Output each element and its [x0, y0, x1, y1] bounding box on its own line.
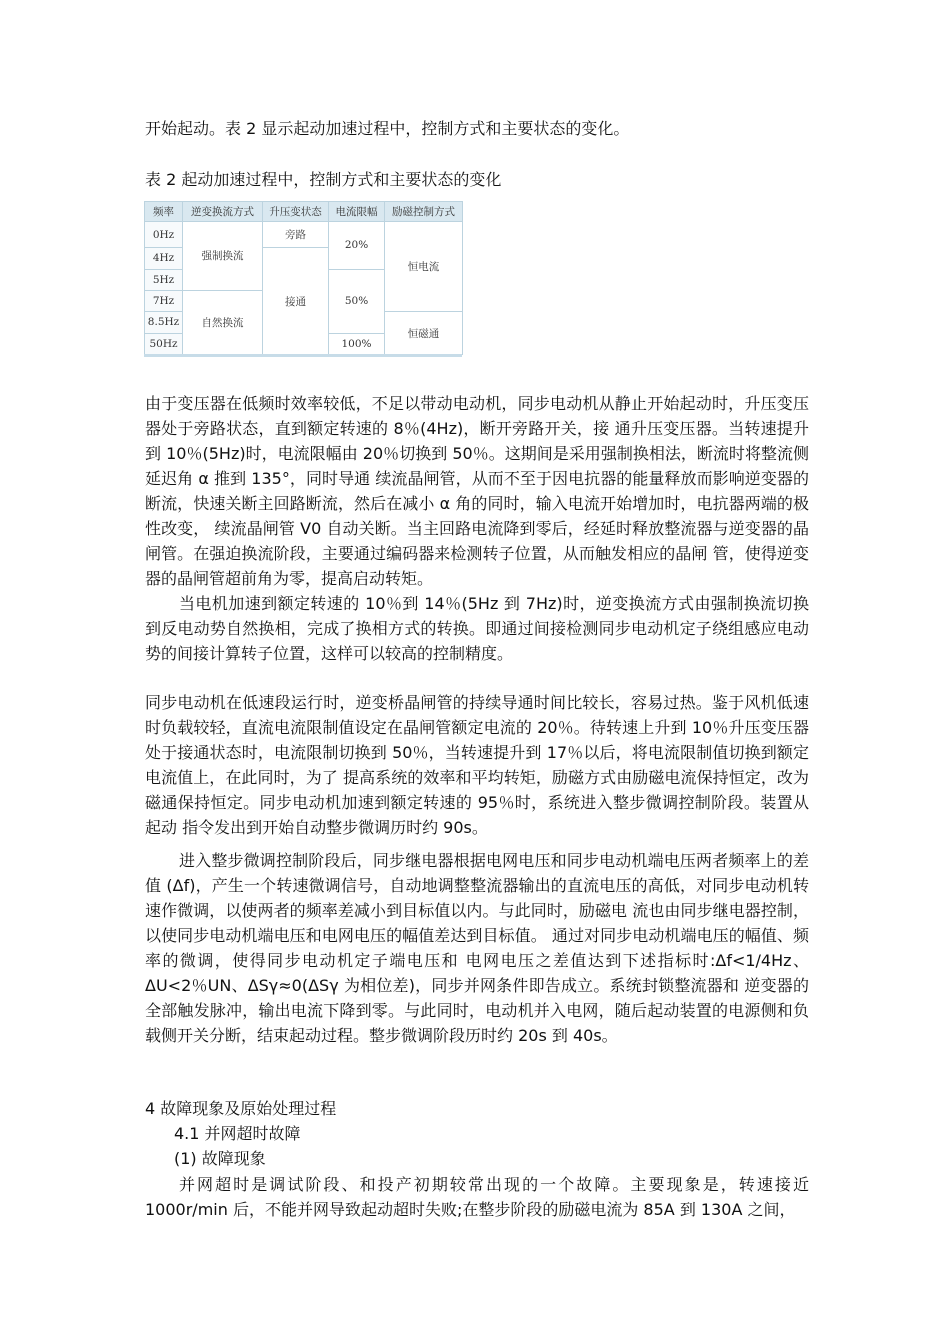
paragraph-4: 进入整步微调控制阶段后，同步继电器根据电网电压和同步电动机端电压两者频率上的差值 (Δf)，产生一个转速微调信号，自动地调整整流器输出的直流电压的高低，对同步电动机转速作微调，以使两者的频率差减小到目标值以内。与此同时，励磁电 流也由同步继电器控制，以使同步电动机端电压和电网电压的幅值差达到目标值。 通过对同步电动机端电压的幅值、频率的微调，使得同步电动机定子端电压和 电网电压之差值达到下述指标时:Δf<1/4Hz、ΔU<2％UN、ΔSγ≈0(ΔSγ 为相位差)，同步并网条件即告成立。系统封锁整流器和 逆变器的全部触发脉冲，输出电流下降到零。与此同时，电动机并入电网，随后起动装置的电源侧和负载侧开关分断，结束起动过程。整步微调阶段历时约 20s 到 40s。	[145, 851, 809, 1045]
transformer-cell: 接通	[263, 248, 329, 355]
col-header-current-limit: 电流限幅	[329, 202, 385, 222]
transformer-cell: 旁路	[263, 222, 329, 248]
excitation-cell: 恒磁通	[385, 312, 463, 355]
freq-cell: 8.5Hz	[145, 312, 183, 333]
commutation-cell: 强制换流	[183, 222, 263, 291]
current-limit-cell: 20%	[329, 222, 385, 270]
col-header-commutation: 逆变换流方式	[183, 202, 263, 222]
commutation-cell: 自然换流	[183, 290, 263, 354]
excitation-cell: 恒电流	[385, 222, 463, 312]
col-header-frequency: 频率	[145, 202, 183, 222]
table-caption: 表 2 起动加速过程中，控制方式和主要状态的变化	[145, 170, 502, 189]
subsection-heading-1: (1) 故障现象	[174, 1149, 266, 1168]
intro-line: 开始起动。表 2 显示起动加速过程中，控制方式和主要状态的变化。	[145, 119, 630, 138]
paragraph-3: 同步电动机在低速段运行时，逆变桥晶闸管的持续导通时间比较长，容易过热。鉴于风机低速时负载较轻，直流电流限制值设定在晶闸管额定电流的 20％。待转速上升到 10％升压变压器处于接通状态时，电流限制切换到 50％，当转速提升到 17％以后，将电流限制值切换到额定电流值上，在此同时，为了 提高系统的效率和平均转矩，励磁方式由励磁电流保持恒定，改为磁通保持恒定。同步电动机加速到额定转速的 95％时，系统进入整步微调控制阶段。装置从起动 指令发出到开始自动整步微调历时约 90s。	[145, 693, 809, 837]
table-2	[144, 201, 463, 355]
section-heading-4-1: 4.1 并网超时故障	[174, 1124, 301, 1143]
freq-cell: 4Hz	[145, 248, 183, 269]
paragraph-1: 由于变压器在低频时效率较低，不足以带动电动机，同步电动机从静止开始起动时，升压变压器处于旁路状态，直到额定转速的 8％(4Hz)，断开旁路开关，接 通升压变压器。当转速提升到 10％(5Hz)时，电流限幅由 20％切换到 50％。这期间是采用强制换相法，断流时将整流侧延迟角 α 推到 135°，同时导通 续流晶闸管，从而不至于因电抗器的能量释放而影响逆变器的断流，快速关断主回路断流，然后在减小 α 角的同时，输入电流开始增加时，电抗器两端的极性改变， 续流晶闸管 V0 自动关断。当主回路电流降到零后，经延时释放整流器与逆变器的晶闸管。在强迫换流阶段，主要通过编码器来检测转子位置，从而触发相应的晶闸 管，使得逆变器的晶闸管超前角为零，提高启动转矩。	[145, 394, 809, 588]
current-limit-cell: 50%	[329, 269, 385, 333]
current-limit-cell: 100%	[329, 333, 385, 354]
col-header-transformer: 升压变状态	[263, 202, 329, 222]
paragraph-2: 当电机加速到额定转速的 10％到 14％(5Hz 到 7Hz)时，逆变换流方式由强制换流切换到反电动势自然换相，完成了换相方式的转换。即通过间接检测同步电动机定子绕组感应电动势的间接计算转子位置，这样可以较高的控制精度。	[145, 594, 809, 663]
freq-cell: 5Hz	[145, 269, 183, 290]
col-header-excitation: 励磁控制方式	[385, 202, 463, 222]
table-bottom-rule	[144, 354, 462, 357]
freq-cell: 0Hz	[145, 222, 183, 248]
paragraph-5: 并网超时是调试阶段、和投产初期较常出现的一个故障。主要现象是，转速接近 1000r/min 后，不能并网导致起动超时失败;在整步阶段的励磁电流为 85A 到 130A 之间，	[145, 1175, 809, 1219]
section-heading-4: 4 故障现象及原始处理过程	[145, 1099, 337, 1118]
freq-cell: 50Hz	[145, 333, 183, 354]
freq-cell: 7Hz	[145, 290, 183, 311]
